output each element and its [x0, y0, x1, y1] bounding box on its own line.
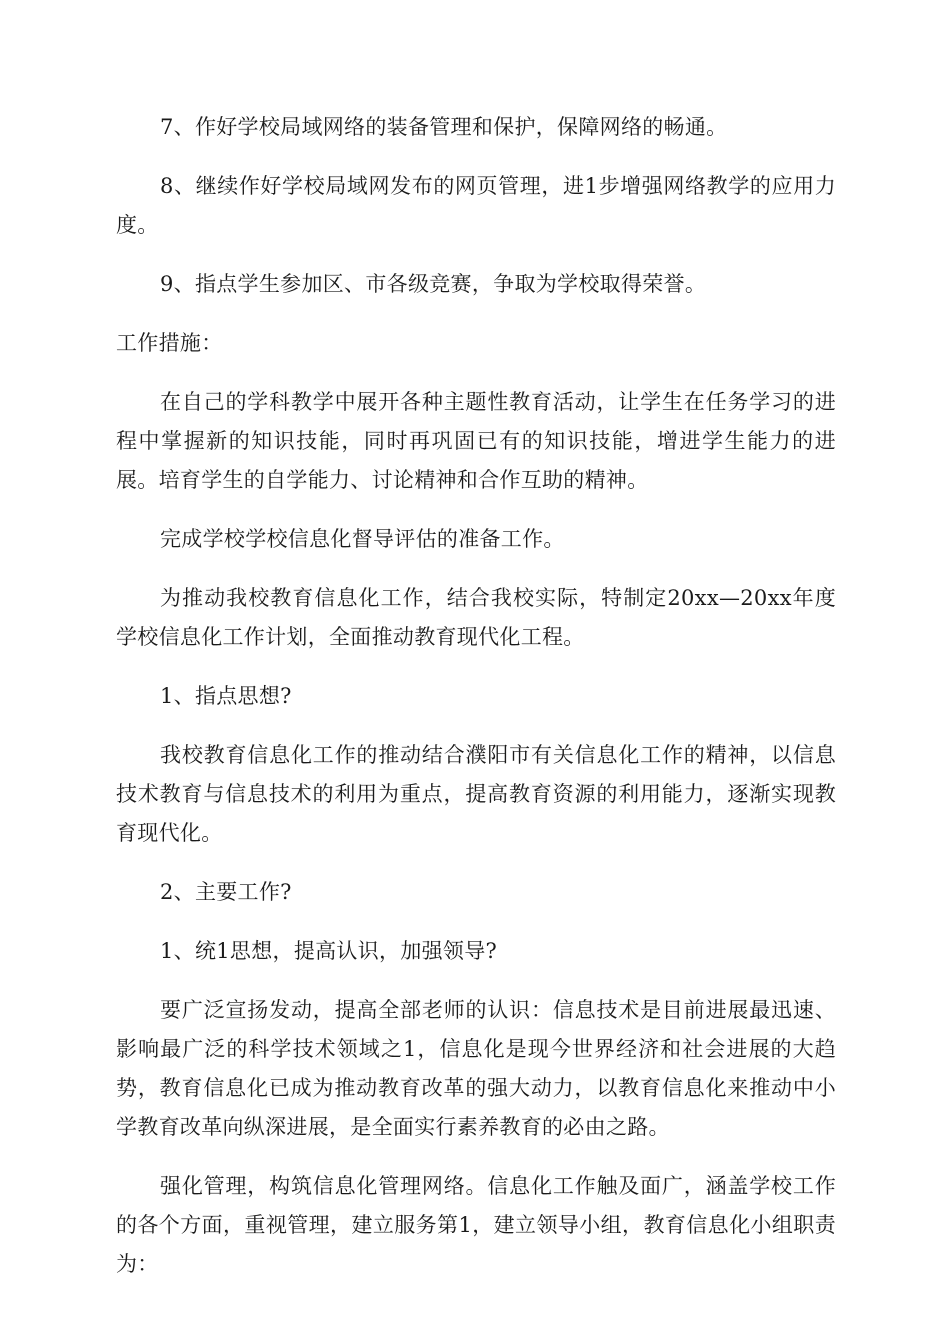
- paragraph-item-9: 9、指点学生参加区、市各级竞赛，争取为学校取得荣誉。: [160, 272, 707, 296]
- paragraph-plan-intro: 为推动我校教育信息化工作，结合我校实际，特制定20xx—20xx年度学校信息化工作计划，全面推动教育现代化工程。: [116, 586, 836, 649]
- paragraph-guiding-ideology: 我校教育信息化工作的推动结合濮阳市有关信息化工作的精神，以信息技术教育与信息技术的利用为重点，提高教育资源的利用能力，逐渐实现教育现代化。: [116, 743, 836, 845]
- section-heading-measures: 工作措施：: [116, 331, 223, 355]
- paragraph-item-8: 8、继续作好学校局域网发布的网页管理，进1步增强网络教学的应用力度。: [116, 174, 836, 237]
- paragraph-item-7: 7、作好学校局域网络的装备管理和保护，保障网络的畅通。: [160, 115, 728, 139]
- paragraph-management: 强化管理，构筑信息化管理网络。信息化工作触及面广，涵盖学校工作的各个方面，重视管理，建立服务第1，建立领导小组，教育信息化小组职责为：: [116, 1174, 836, 1276]
- heading-main-work: 2、主要工作?: [160, 880, 292, 904]
- heading-guiding-ideology: 1、指点思想?: [160, 684, 292, 708]
- paragraph-teaching-activities: 在自己的学科教学中展开各种主题性教育活动，让学生在任务学习的进程中掌握新的知识技能，同时再巩固已有的知识技能，增进学生能力的进展。培育学生的自学能力、讨论精神和合作互助的精神。: [116, 390, 836, 492]
- paragraph-publicity: 要广泛宣扬发动，提高全部老师的认识：信息技术是目前进展最迅速、影响最广泛的科学技术领域之1，信息化是现今世界经济和社会进展的大趋势，教育信息化已成为推动教育改革的强大动力，以教育信息化来推动中小学教育改革向纵深进展，是全面实行素养教育的必由之路。: [116, 998, 836, 1139]
- document-body: [116, 108, 836, 1304]
- paragraph-evaluation-prep: 完成学校学校信息化督导评估的准备工作。: [160, 527, 565, 551]
- heading-unify-thought: 1、统1思想，提高认识，加强领导?: [160, 939, 498, 963]
